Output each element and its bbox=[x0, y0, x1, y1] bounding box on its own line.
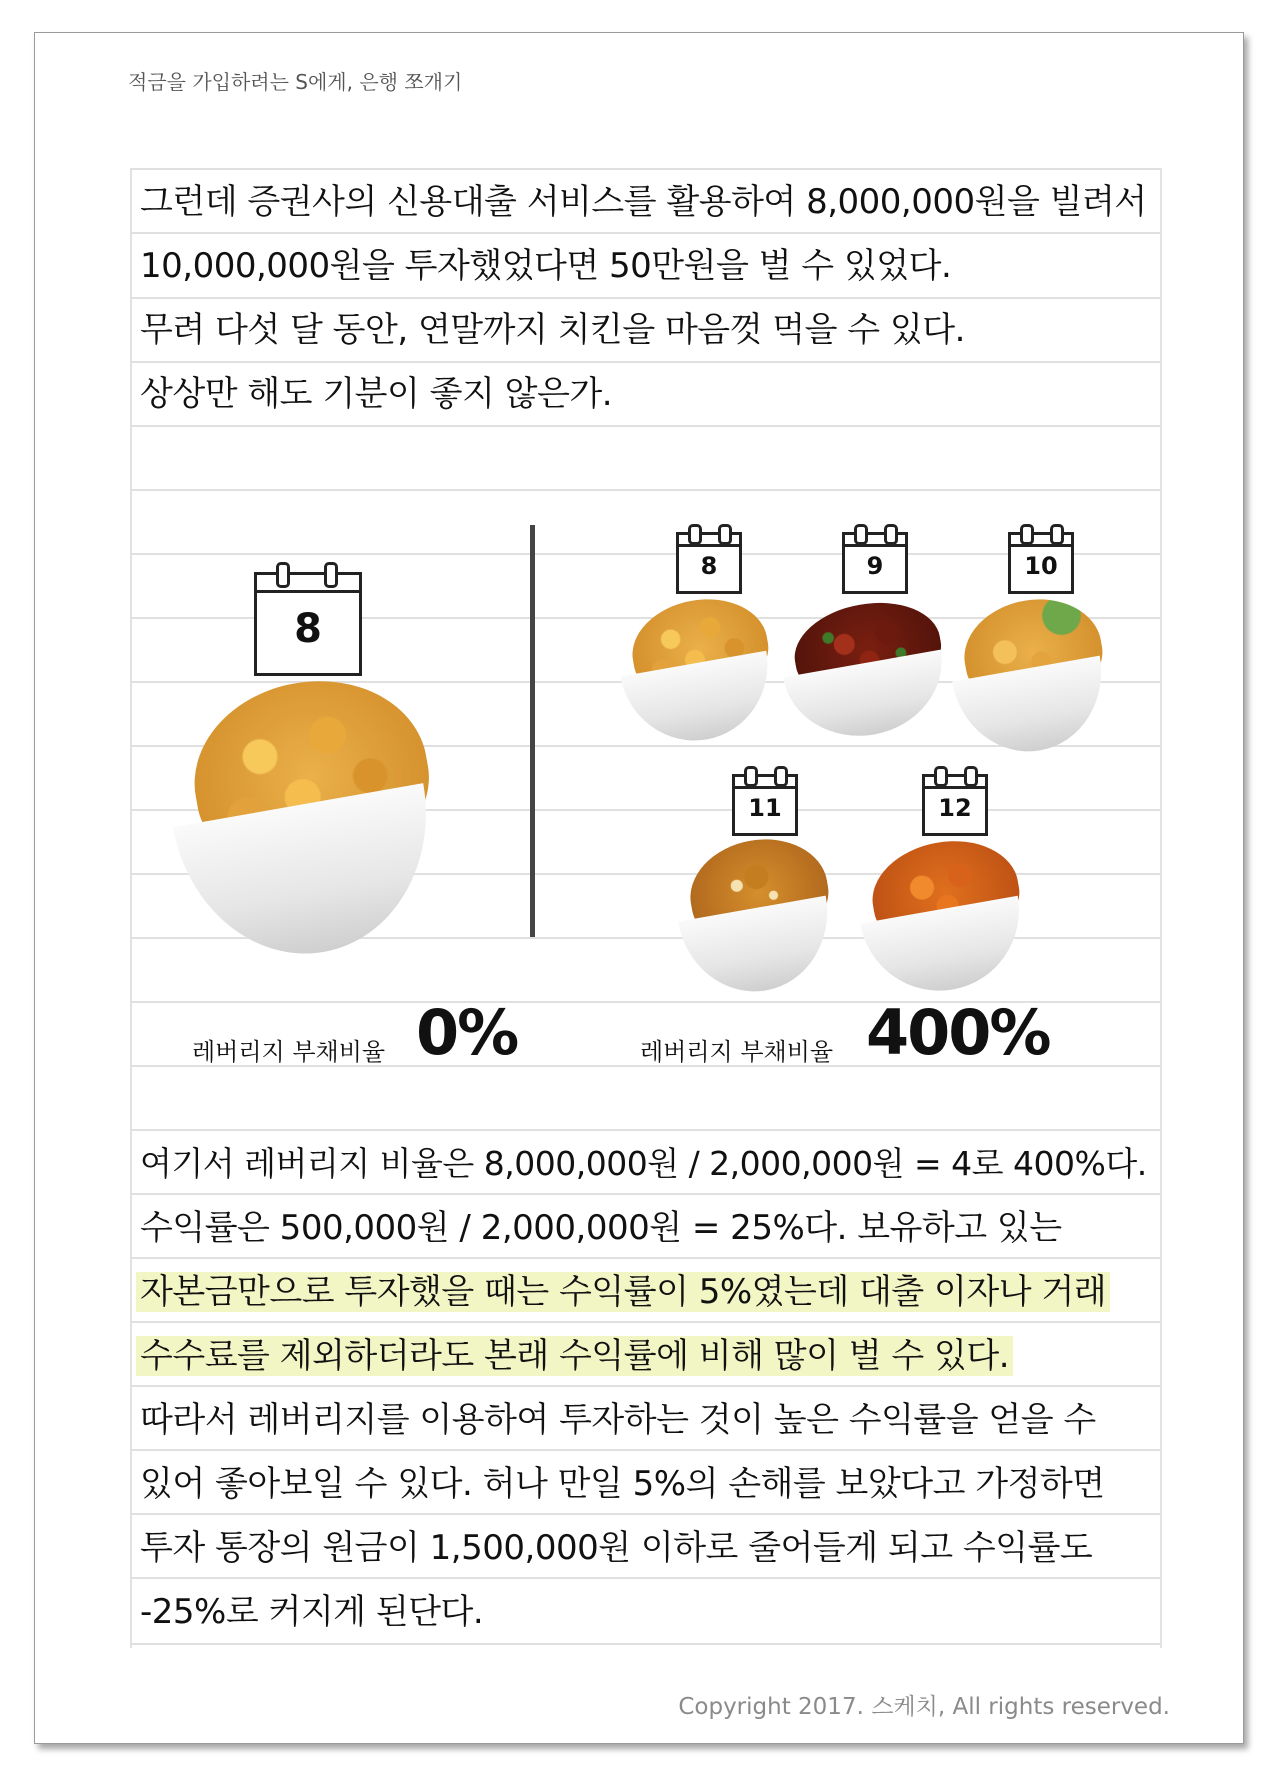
rule-line bbox=[130, 425, 1160, 427]
calendar-month: 11 bbox=[748, 794, 782, 822]
rule-line bbox=[130, 1643, 1160, 1645]
rule-line bbox=[130, 1257, 1160, 1259]
body-line: 투자 통장의 원금이 1,500,000원 이하로 줄어들게 되고 수익률도 bbox=[140, 1528, 1093, 1568]
calendar-icon bbox=[732, 774, 798, 836]
rule-line bbox=[130, 1385, 1160, 1387]
calendar-icon bbox=[1008, 532, 1074, 594]
leverage-value: 400% bbox=[866, 996, 1050, 1069]
intro-line: 상상만 해도 기분이 좋지 않은가. bbox=[140, 374, 613, 414]
rule-line bbox=[130, 1193, 1160, 1195]
rule-line bbox=[130, 489, 1160, 491]
calendar-month: 9 bbox=[866, 552, 884, 580]
body-line: -25%로 커지게 된단다. bbox=[140, 1592, 484, 1632]
rule-line bbox=[130, 1449, 1160, 1451]
calendar-month: 12 bbox=[938, 794, 972, 822]
rule-line bbox=[130, 297, 1160, 299]
chicken-bowl-image bbox=[684, 840, 834, 990]
rule-line bbox=[130, 1513, 1160, 1515]
leverage-value: 0% bbox=[416, 996, 518, 1069]
calendar-icon bbox=[254, 572, 362, 676]
chicken-bowl-image bbox=[958, 600, 1108, 750]
calendar-month: 8 bbox=[294, 606, 322, 652]
chicken-bowl-image bbox=[788, 604, 948, 734]
highlight-text: 수수료를 제외하더라도 본래 수익률에 비해 많이 벌 수 있다. bbox=[136, 1336, 1013, 1376]
calendar-icon bbox=[676, 532, 742, 594]
body-line: 있어 좋아보일 수 있다. 허나 만일 5%의 손해를 보았다고 가정하면 bbox=[140, 1464, 1105, 1504]
leverage-label: 레버리지 부채비율 bbox=[192, 1038, 386, 1066]
rule-line bbox=[130, 553, 1160, 555]
chicken-bowl-image bbox=[184, 682, 438, 952]
divider-line bbox=[530, 525, 535, 937]
copyright-text: Copyright 2017. 스케치, All rights reserved. bbox=[678, 1694, 1170, 1720]
intro-line: 그런데 증권사의 신용대출 서비스를 활용하여 8,000,000원을 빌려서 bbox=[140, 182, 1147, 222]
calendar-icon bbox=[922, 774, 988, 836]
body-line: 수익률은 500,000원 / 2,000,000원 = 25%다. 보유하고 있는 bbox=[140, 1208, 1062, 1248]
rule-line bbox=[130, 361, 1160, 363]
rule-line bbox=[130, 232, 1160, 234]
body-line: 따라서 레버리지를 이용하여 투자하는 것이 높은 수익률을 얻을 수 bbox=[140, 1400, 1096, 1440]
chicken-bowl-image bbox=[626, 600, 774, 740]
body-line-highlighted bbox=[140, 1333, 1013, 1379]
intro-line: 무려 다섯 달 동안, 연말까지 치킨을 마음껏 먹을 수 있다. bbox=[140, 310, 965, 350]
rule-line bbox=[130, 1321, 1160, 1323]
calendar-icon bbox=[842, 532, 908, 594]
running-header: 적금을 가입하려는 S에게, 은행 쪼개기 bbox=[128, 70, 463, 94]
highlight-text: 자본금만으로 투자했을 때는 수익률이 5%였는데 대출 이자나 거래 bbox=[136, 1272, 1110, 1312]
calendar-month: 10 bbox=[1024, 552, 1058, 580]
body-line-highlighted bbox=[140, 1269, 1110, 1315]
body-line: 여기서 레버리지 비율은 8,000,000원 / 2,000,000원 = 4로 400%다. bbox=[140, 1144, 1147, 1183]
rule-line bbox=[130, 1129, 1160, 1131]
intro-line: 10,000,000원을 투자했었다면 50만원을 벌 수 있었다. bbox=[140, 246, 952, 286]
leverage-label: 레버리지 부채비율 bbox=[640, 1038, 834, 1066]
chicken-bowl-image bbox=[866, 842, 1026, 990]
rule-line bbox=[130, 168, 1160, 170]
rule-line bbox=[130, 1577, 1160, 1579]
calendar-month: 8 bbox=[700, 552, 718, 580]
